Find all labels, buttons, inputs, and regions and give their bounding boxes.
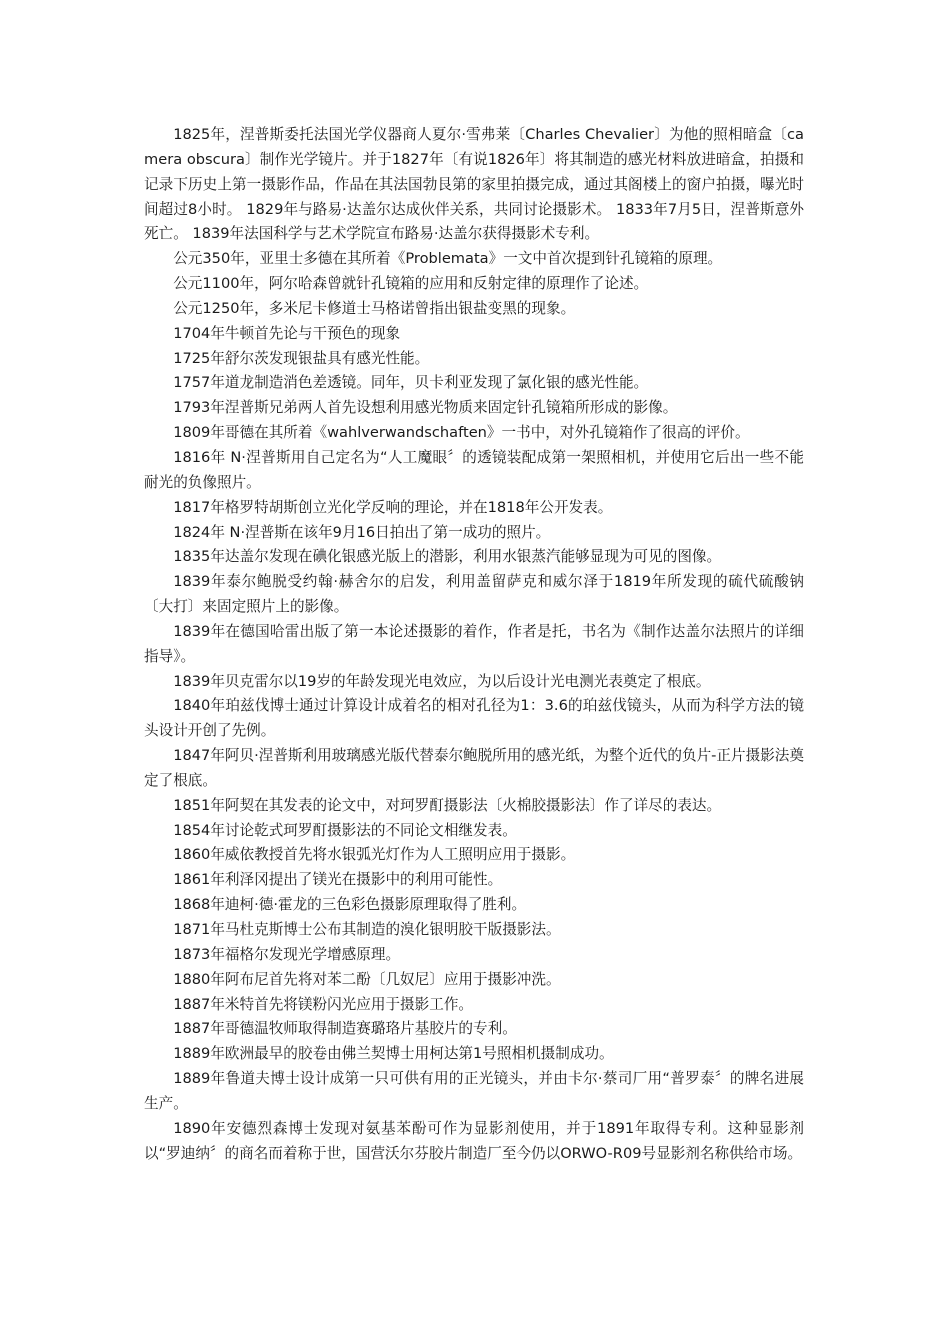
paragraph-1809-goethe: 1809年哥德在其所着《wahlverwandschaften》一书中，对外孔镜箱作了很高的评价。 xyxy=(173,424,750,442)
paragraph-1873-vogel: 1873年福格尔发现光学增感原理。 xyxy=(173,945,401,963)
paragraph-1880-abney: 1880年阿布尼首先将对苯二酚〔几奴尼〕应用于摄影冲洗。 xyxy=(173,970,561,988)
paragraph-1816-niepce-camera: 1816年 N·涅普斯用自己定名为“人工魔眼〞的透镜装配成第一架照相机，并使用它后出一些不能耐光的负像照片。 xyxy=(144,448,804,491)
paragraph-1887-celluloid: 1887年哥德温牧师取得制造赛璐珞片基胶片的专利。 xyxy=(173,1020,517,1038)
paragraph-1835-daguerre: 1835年达盖尔发现在碘化银感光版上的潜影，利用水银蒸汽能够显现为可见的图像。 xyxy=(173,548,722,566)
paragraph-1793-niepce-brothers: 1793年涅普斯兄弟两人首先设想利用感光物质来固定针孔镜箱所形成的影像。 xyxy=(173,399,678,417)
paragraph-1817-grotthuss: 1817年格罗特胡斯创立光化学反响的理论，并在1818年公开发表。 xyxy=(173,498,613,516)
paragraph-1854-dry-collodion: 1854年讨论乾式珂罗酊摄影法的不同论文相继发表。 xyxy=(173,821,517,839)
paragraph-350-aristotle: 公元350年，亚里士多德在其所着《Problemata》一文中首次提到针孔镜箱的原理。 xyxy=(173,250,723,268)
document-body xyxy=(144,123,804,1166)
paragraph-1757-dollond: 1757年道龙制造消色差透镜。同年，贝卡利亚发现了氯化银的感光性能。 xyxy=(173,374,649,392)
paragraph-1860-mercury-lamp: 1860年威依教授首先将水银弧光灯作为人工照明应用于摄影。 xyxy=(173,846,576,864)
paragraph-1851-archer: 1851年阿契在其发表的论文中，对珂罗酊摄影法〔火棉胶摄影法〕作了详尽的表达。 xyxy=(173,796,722,814)
paragraph-1847-glass-plate: 1847年阿贝·涅普斯利用玻璃感光版代替泰尔鲍脱所用的感光纸，为整个近代的负片-正片摄影法奠定了根底。 xyxy=(144,747,804,789)
paragraph-1868-three-color: 1868年迪柯·德·霍龙的三色彩色摄影原理取得了胜利。 xyxy=(173,896,527,914)
paragraph-1889-film-roll: 1889年欧洲最早的胶卷由佛兰契博士用柯达第1号照相机摄制成功。 xyxy=(173,1045,614,1063)
paragraph-1890-andresen: 1890年安德烈森博士发现对氨基苯酚可作为显影剂使用，并于1891年取得专利。这种显影剂以“罗迪纳〞的商名而着称于世，国营沃尔芬胶片制造厂至今仍以ORWO-R09号显影剂名称供给市场。 xyxy=(144,1119,804,1162)
paragraph-1704-newton: 1704年牛顿首先论与干预色的现象 xyxy=(173,324,401,342)
paragraph-1825-niepce: 1825年，涅普斯委托法国光学仪器商人夏尔·雪弗莱〔Charles Chevalier〕为他的照相暗盒〔camera obscura〕制作光学镜片。并于1827年〔有说1826年〕将其制造的感光材料放进暗盒，拍摄和记录下历史上第一摄影作品，作品在其法国勃艮第的家里拍摄完成，通过其阁楼上的窗户拍摄，曝光时间超过8小时。 1829年与路易·达盖尔达成伙伴关系，共同讨论摄影术。 1833年7月5日，涅普斯意外死亡。 1839年法国科学与艺术学院宣布路易·达盖尔获得摄影术专利。 xyxy=(144,126,804,243)
paragraph-1887-flash: 1887年米特首先将镁粉闪光应用于摄影工作。 xyxy=(173,995,474,1013)
paragraph-1250-magnus: 公元1250年，多米尼卡修道士马格诺曾指出银盐变黑的现象。 xyxy=(173,299,576,317)
paragraph-1839-halle-book: 1839年在德国哈雷出版了第一本论述摄影的着作，作者是托，书名为《制作达盖尔法照片的详细指导》。 xyxy=(144,622,804,665)
paragraph-1725-schulze: 1725年舒尔茨发现银盐具有感光性能。 xyxy=(173,349,430,367)
paragraph-1871-maddox: 1871年马杜克斯博士公布其制造的溴化银明胶干版摄影法。 xyxy=(173,921,561,938)
paragraph-1100-alhazen: 公元1100年，阿尔哈森曾就针孔镜箱的应用和反射定律的原理作了论述。 xyxy=(173,275,649,293)
paragraph-1839-becquerel: 1839年贝克雷尔以19岁的年龄发现光电效应，为以后设计光电测光表奠定了根底。 xyxy=(173,672,711,690)
paragraph-1840-petzval: 1840年珀兹伐博士通过计算设计成着名的相对孔径为1：3.6的珀兹伐镜头，从而为科学方法的镜头设计开创了先例。 xyxy=(144,697,804,740)
paragraph-1839-talbot: 1839年泰尔鲍脱受约翰·赫舍尔的启发，利用盖留萨克和威尔泽于1819年所发现的硫代硫酸钠〔大打〕来固定照片上的影像。 xyxy=(144,573,804,616)
paragraph-1824-niepce-photo: 1824年 N·涅普斯在该年9月16日拍出了第一成功的照片。 xyxy=(173,523,551,541)
paragraph-1889-rudolph-lens: 1889年鲁道夫博士设计成第一只可供有用的正光镜头，并由卡尔·蔡司厂用“普罗泰〞的牌名进展生产。 xyxy=(144,1070,804,1112)
paragraph-1861-magnesium: 1861年利泽冈提出了镁光在摄影中的利用可能性。 xyxy=(173,871,503,889)
